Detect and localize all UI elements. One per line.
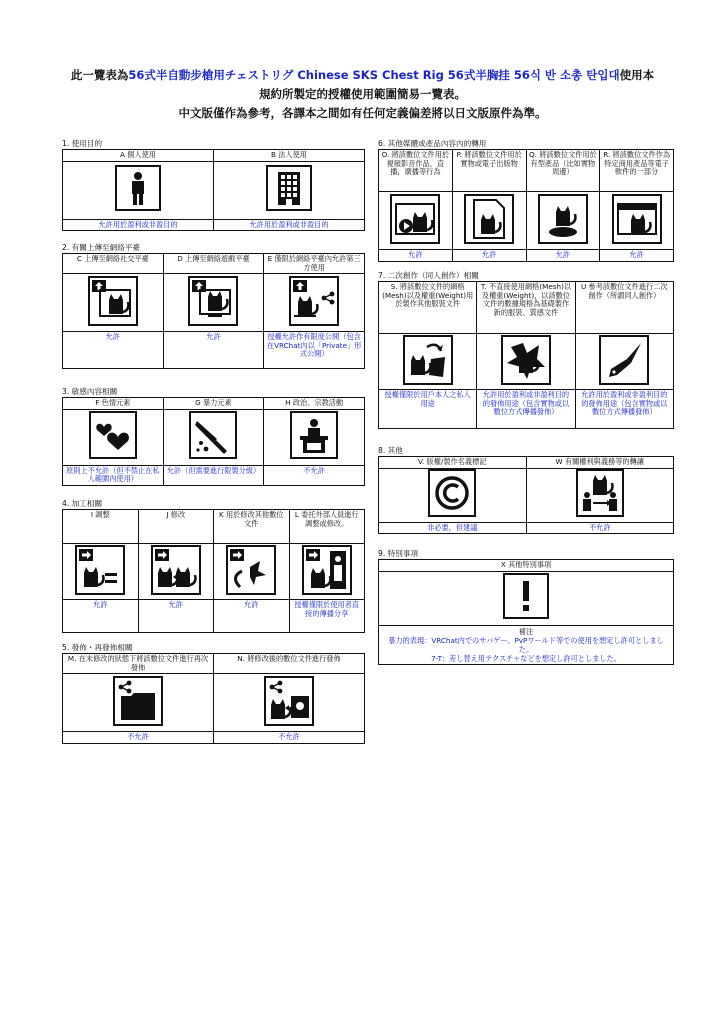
section-sensitive [62,386,365,486]
section-usage-purpose [62,138,365,231]
page-header [40,66,685,123]
cell-label-r: R. 將該數位文件作為特定商用產品等電子軟件的一部分 [600,150,674,192]
cell-label-u: U 參考該數位文件進行二次創作（所謂同人創作） [575,282,673,334]
cell-status-n: 不允許 [214,732,365,744]
cell-label-f: F 色情元素 [63,398,164,410]
use-for-other-icon [226,545,276,595]
header-line-1: 此一覽表為56式半自動步槍用チェストリグ Chinese SKS Chest Rig 56式半胸挂 56식 반 소총 탄입대使用本 [70,68,655,82]
section-title: 7. 二次創作（同人創作）相關 [378,271,479,280]
knife-icon [189,411,237,459]
redistribute-icon [113,676,163,726]
special-table [378,559,674,665]
cell-status-w: 不允許 [526,522,674,534]
other-media-table [378,149,674,262]
mesh-reuse-icon [403,335,453,385]
cell-status-s: 授權僅限於用戶本人之私人用途 [379,390,477,429]
cell-status-i: 允許 [63,600,139,633]
transfer-icon [576,469,624,517]
cell-label-d: D 上傳至網絡遊戲平臺 [163,254,264,274]
cell-label-m: M. 在未修改的狀態下將該數位文件進行再次發佈 [63,654,214,674]
cell-label-p: P. 將該數位文件用於實物或電子出版物 [452,150,526,192]
cell-status-l: 授權僅限於使用者直接的傳播分享 [289,600,365,633]
modify-icon [151,545,201,595]
other-table [378,456,674,534]
note-texture: 7-T：差し替え用テクスチャなどを想定し許可としました。 [431,653,621,663]
section-derivative [378,270,674,429]
section-title: 3. 敏感內容相關 [62,387,118,396]
cell-status-d: 允許 [163,332,264,369]
cell-status-c: 允許 [63,332,164,369]
section-upload [62,242,365,369]
section-other-media [378,138,674,262]
note-label: 補注 [518,626,534,636]
section-title: 5. 發佈・再發佈相關 [62,643,133,652]
cell-status-q: 允許 [526,250,600,262]
header-line-3: 中文版僅作為參考，各譯本之間如有任何定義偏差將以日文版原件為準。 [178,106,547,120]
cell-status-u: 允許用於盈利或非盈利目的的發佈用途（包含實物或以數位方式傳播發佈） [575,390,673,429]
cell-status-r: 允許 [600,250,674,262]
distribution-table [62,653,365,744]
adjust-icon [75,545,125,595]
cell-label-i: I 調整 [63,510,139,544]
cell-status-p: 允許 [452,250,526,262]
section-title: 9. 特別事項 [378,549,419,558]
section-title: 1. 使用目的 [62,139,103,148]
cell-status-o: 允許 [379,250,453,262]
pen-icon [599,335,649,385]
cell-status-j: 允許 [138,600,214,633]
outsource-icon [302,545,352,595]
share-third-party-icon [289,276,339,326]
cell-label-w: W 有關權利與義務等的轉讓 [526,457,674,469]
section-title: 6. 其他媒體或產品內容內的轉用 [378,139,487,148]
distribute-modified-icon [264,676,314,726]
cell-status-t: 允許用於盈利或非盈利目的的發佈用途（包含實物或以數位方式傳播發佈） [477,390,575,429]
person-icon [115,165,161,211]
cell-label-j: J 修改 [138,510,214,544]
building-icon [266,165,312,211]
publication-icon [464,194,514,244]
cell-label-h: H 政治、宗教活動 [264,398,365,410]
usage-purpose-table [62,149,365,231]
cell-label-q: Q. 將該數位文件用於有型產品（比如實物周邊） [526,150,600,192]
processing-table [62,509,365,633]
cell-label-e: E 僅限於網絡平臺內允許第三方使用 [264,254,365,274]
cell-label-o: O. 將該數位文件用於視頻影音作品，直播，廣播等行為 [379,150,453,192]
section-processing [62,498,365,633]
cell-status-e: 授權允許作有限度公開（包含在VRChat內以「Private」形式公開） [264,332,365,369]
cell-status-h: 不允許 [264,465,365,485]
section-special [378,548,674,665]
derivative-table [378,281,674,429]
cell-status-b: 允許用於盈利或非盈目的 [214,219,365,231]
cell-label-c: C 上傳至網絡社交平臺 [63,254,164,274]
cell-status-a: 允許用於盈利或非盈目的 [63,219,214,231]
cell-status-m: 不允許 [63,732,214,744]
copyright-icon [428,469,476,517]
cell-label-g: G 暴力元素 [163,398,264,410]
cell-label-k: K 用於修改其他數位文件 [214,510,290,544]
cell-status-v: 非必要，但建議 [379,522,527,534]
cell-label-l: L 委托外部人員進行調整或修改。 [289,510,365,544]
section-title: 8. 其他 [378,446,403,455]
header-line-2: 規約所製定的授權使用範圍簡易一覽表。 [259,87,466,101]
cell-status-g: 允許（但需要進行限製分級） [163,465,264,485]
upload-game-icon [188,276,238,326]
special-notes [379,625,674,664]
section-distribution [62,642,365,744]
upload-table [62,253,365,369]
cell-status-f: 原則上不允許（但不禁止在私人範圍內使用） [63,465,164,485]
hearts-icon [89,411,137,459]
cell-label-t: T. 不直接使用網格(Mesh)以及權重(Weight)，以該數位文件的數據規格為基礎製作新的服裝、質感文件 [477,282,575,334]
section-title: 2. 有關上傳至網絡平臺 [62,243,141,252]
cell-label-n: N. 將修改後的數位文件進行發佈 [214,654,365,674]
cell-status-k: 允許 [214,600,290,633]
sensitive-table [62,397,365,486]
section-title: 4. 加工相關 [62,499,103,508]
cell-label-v: V. 版權/製作名義標記 [379,457,527,469]
note-violence: 暴力的表現：VRChat内でのサバゲー、PvPワールド等での使用を想定し許可としました。 [388,635,664,654]
video-icon [390,194,440,244]
cell-label-a: A 個人使用 [63,150,214,162]
exclamation-icon [503,573,549,619]
software-icon [612,194,662,244]
new-texture-icon [501,335,551,385]
merch-icon [538,194,588,244]
product-name: 56式半自動步槍用チェストリグ Chinese SKS Chest Rig 56式半胸挂 56식 반 소총 탄입대 [128,68,620,82]
section-other [378,445,674,534]
cell-label-s: S. 將該數位文件的網格(Mesh)以及權重(Weight)用於製作其他服裝文件 [379,282,477,334]
upload-social-icon [88,276,138,326]
podium-icon [290,411,338,459]
cell-label-b: B 法人使用 [214,150,365,162]
cell-label-x: X 其他特別事項 [379,560,674,572]
